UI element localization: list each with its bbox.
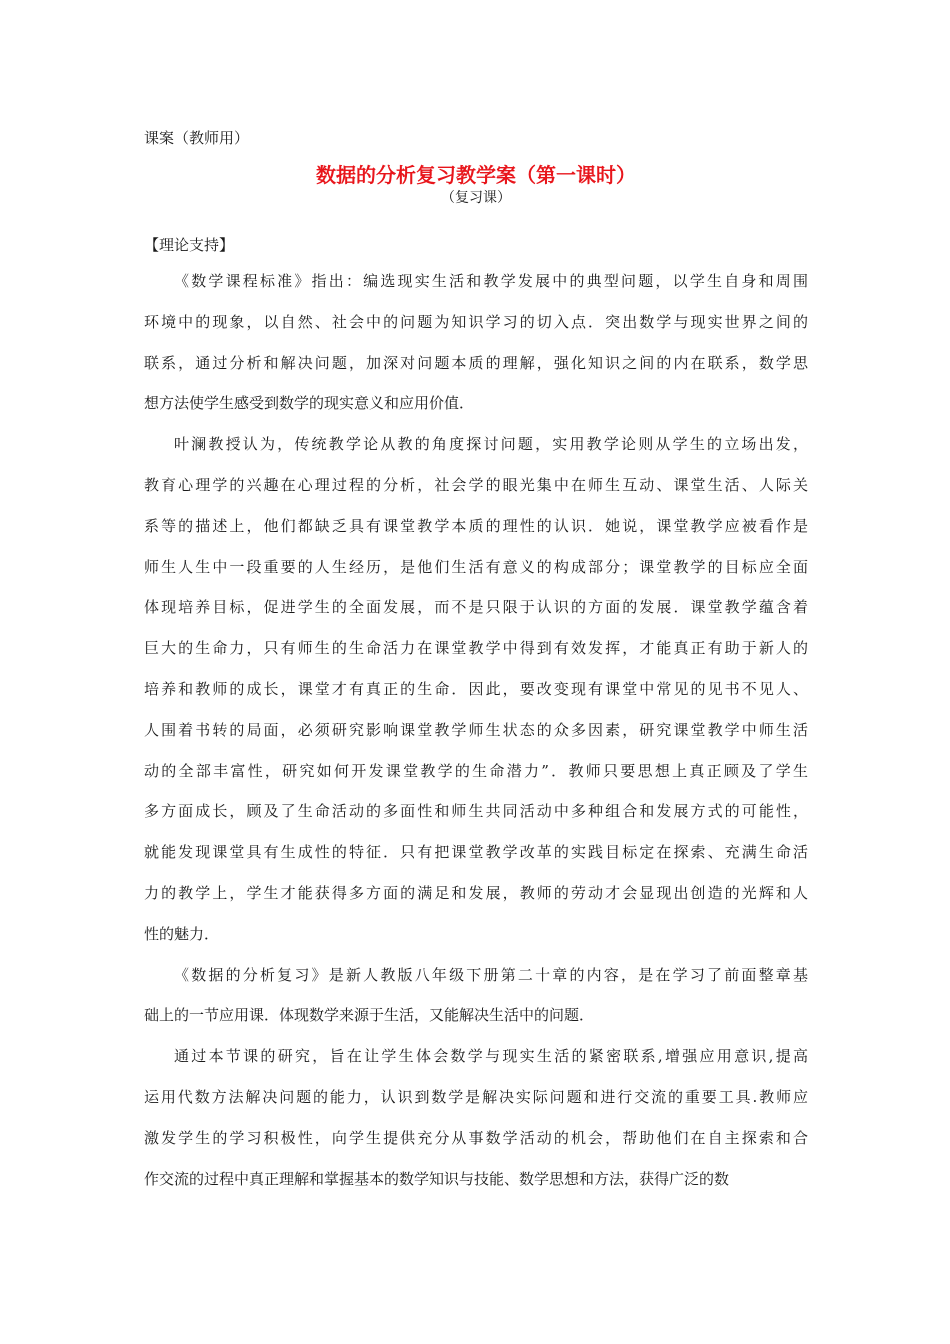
paragraph [144, 1043, 808, 1206]
paragraph-line: 《数学课程标准》指出：编选现实生活和教学发展中的典型问题，以学生自身和周围 [174, 272, 808, 290]
paragraph-line: 力的教学上，学生才能获得多方面的满足和发展，教师的劳动才会显现出创造的光辉和人 [144, 883, 808, 902]
paragraph-line: 激发学生的学习积极性，向学生提供充分从事数学活动的机会，帮助他们在自主探索和合 [144, 1128, 808, 1147]
paragraph-line: 想方法使学生感受到数学的现实意义和应用价值． [144, 394, 475, 413]
document-title: 数据的分析复习教学案（第一课时） [316, 163, 636, 187]
paragraph-line: 师生人生中一段重要的人生经历，是他们生活有意义的构成部分；课堂教学的目标应全面 [144, 557, 808, 576]
paragraph-line: 动的全部丰富性，研究如何开发课堂教学的生命潜力”．教师只要思想上真正顾及了学生 [144, 761, 808, 780]
paragraph-line: 《数据的分析复习》是新人教版八年级下册第二十章的内容，是在学习了前面整章基 [174, 965, 808, 984]
paragraph-line: 联系，通过分析和解决问题，加深对问题本质的理解，强化知识之间的内在联系，数学思 [144, 353, 808, 372]
paragraph-line: 多方面成长，顾及了生命活动的多面性和师生共同活动中多种组合和发展方式的可能性， [144, 802, 808, 821]
paragraph-line: 性的魅力． [144, 924, 220, 943]
paragraph-line: 环境中的现象，以自然、社会中的问题为知识学习的切入点．突出数学与现实世界之间的 [144, 312, 808, 331]
body-text [144, 268, 808, 1206]
paragraph-line: 教育心理学的兴趣在心理过程的分析，社会学的眼光集中在师生互动、课堂生活、人际关 [144, 475, 808, 494]
paragraph-line: 础上的一节应用课．体现数学来源于生活，又能解决生活中的问题． [144, 1006, 595, 1025]
paragraph-line: 叶澜教授认为，传统教学论从教的角度探讨问题，实用教学论则从学生的立场出发， [174, 435, 808, 454]
paragraph [144, 431, 808, 961]
paragraph-line: 运用代数方法解决问题的能力，认识到数学是解决实际问题和进行交流的重要工具.教师应 [144, 1087, 808, 1106]
paragraph-line: 体现培养目标，促进学生的全面发展，而不是只限于认识的方面的发展．课堂教学蕴含着 [144, 598, 808, 617]
paragraph-line: 人围着书转的局面，必须研究影响课堂教学师生状态的众多因素，研究课堂教学中师生活 [144, 720, 808, 739]
paragraph [144, 962, 808, 1044]
section-heading: 【理论支持】 [144, 236, 235, 254]
document-subtitle: （复习课） [441, 190, 511, 206]
paragraph-line: 培养和教师的成长，课堂才有真正的生命．因此，要改变现有课堂中常见的见书不见人、 [144, 679, 808, 698]
paragraph [144, 268, 808, 431]
paragraph-line: 系等的描述上，他们都缺乏具有课堂教学本质的理性的认识．她说，课堂教学应被看作是 [144, 516, 808, 535]
header-label: 课案（教师用） [144, 129, 250, 147]
paragraph-line: 巨大的生命力，只有师生的生命活力在课堂教学中得到有效发挥，才能真正有助于新人的 [144, 639, 808, 658]
paragraph-line: 作交流的过程中真正理解和掌握基本的数学知识与技能、数学思想和方法，获得广泛的数 [144, 1169, 730, 1188]
paragraph-line: 就能发现课堂具有生成性的特征．只有把课堂教学改革的实践目标定在探索、充满生命活 [144, 843, 808, 862]
paragraph-line: 通过本节课的研究，旨在让学生体会数学与现实生活的紧密联系,增强应用意识,提高 [174, 1047, 808, 1066]
